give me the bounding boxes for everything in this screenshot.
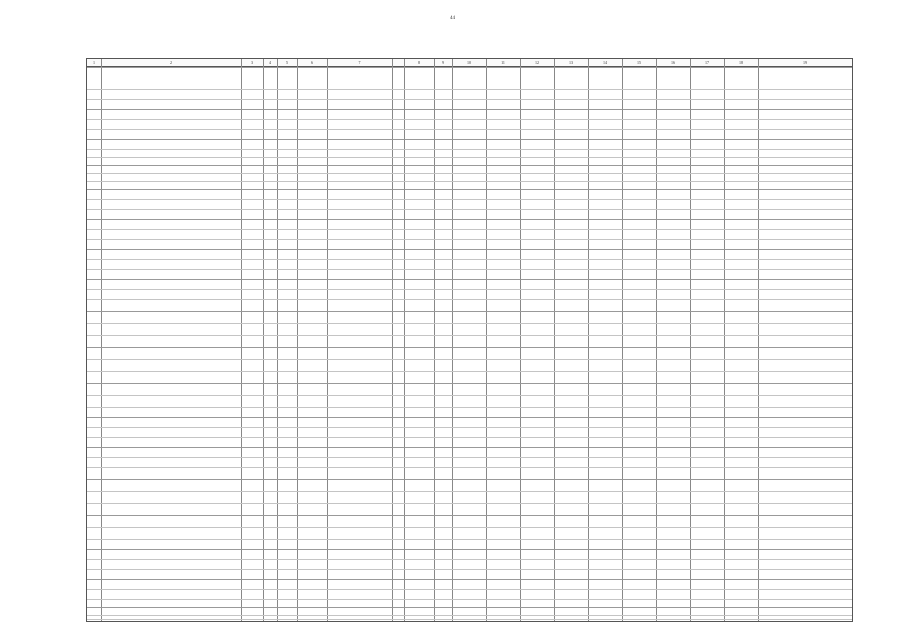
table-row <box>87 239 852 240</box>
table-row <box>87 383 852 384</box>
column-number: 5 <box>286 60 288 65</box>
table-row <box>87 99 852 100</box>
column-divider <box>554 59 555 621</box>
column-divider <box>263 59 264 621</box>
table-row <box>87 219 852 220</box>
table-row <box>87 539 852 540</box>
column-number: 7 <box>358 60 361 65</box>
table-row <box>87 359 852 360</box>
table-row <box>87 427 852 428</box>
table-row <box>87 89 852 90</box>
table-row <box>87 347 852 348</box>
table-row <box>87 199 852 200</box>
table-row <box>87 323 852 324</box>
column-divider <box>404 59 405 621</box>
column-divider <box>277 59 278 621</box>
table-row <box>87 467 852 468</box>
table-row <box>87 119 852 120</box>
column-number: 4 <box>269 60 271 65</box>
table-row <box>87 335 852 336</box>
table-row <box>87 289 852 290</box>
page-number: 44 <box>450 16 455 21</box>
column-divider <box>724 59 725 621</box>
column-number: 13 <box>569 60 573 65</box>
table-row <box>87 549 852 550</box>
table-row <box>87 165 852 166</box>
column-divider <box>486 59 487 621</box>
column-number: 17 <box>705 60 709 65</box>
column-divider <box>690 59 691 621</box>
table-row <box>87 479 852 480</box>
table-row <box>87 569 852 570</box>
table-row <box>87 173 852 174</box>
table-row <box>87 299 852 300</box>
table-row <box>87 259 852 260</box>
column-divider <box>656 59 657 621</box>
table-row <box>87 457 852 458</box>
table-row <box>87 209 852 210</box>
table-row <box>87 189 852 190</box>
table-row <box>87 407 852 408</box>
column-divider <box>297 59 298 621</box>
table-row <box>87 181 852 182</box>
table-row <box>87 589 852 590</box>
table-row <box>87 249 852 250</box>
table-row <box>87 619 852 620</box>
column-number: 6 <box>311 60 313 65</box>
table-row <box>87 447 852 448</box>
table-row <box>87 139 852 140</box>
column-number: 1 <box>93 60 95 65</box>
table-row <box>87 437 852 438</box>
column-divider <box>520 59 521 621</box>
table-row <box>87 559 852 560</box>
table-row <box>87 615 852 616</box>
table-row <box>87 269 852 270</box>
column-divider <box>434 59 435 621</box>
column-number: 19 <box>803 60 807 65</box>
table-row <box>87 527 852 528</box>
column-divider <box>452 59 453 621</box>
table-row <box>87 417 852 418</box>
table-column-numbers <box>87 59 852 67</box>
column-divider <box>101 59 102 621</box>
column-number: 16 <box>671 60 675 65</box>
table-row <box>87 129 852 130</box>
table-row <box>87 67 852 68</box>
column-number: 12 <box>535 60 539 65</box>
column-number: 14 <box>603 60 607 65</box>
column-divider <box>327 59 328 621</box>
column-number: 3 <box>251 60 253 65</box>
table-row <box>87 371 852 372</box>
column-number: 10 <box>467 60 471 65</box>
column-divider <box>622 59 623 621</box>
table-row <box>87 607 852 608</box>
column-divider <box>758 59 759 621</box>
table-row <box>87 109 852 110</box>
column-divider <box>588 59 589 621</box>
table-row <box>87 279 852 280</box>
table-row <box>87 503 852 504</box>
column-number: 11 <box>501 60 505 65</box>
table-row <box>87 491 852 492</box>
column-divider <box>241 59 242 621</box>
table-row <box>87 599 852 600</box>
column-number: 15 <box>637 60 641 65</box>
table-row <box>87 157 852 158</box>
column-number: 8 <box>418 60 420 65</box>
column-number: 18 <box>739 60 743 65</box>
table-row <box>87 149 852 150</box>
column-divider <box>392 59 393 621</box>
budget-table <box>86 58 853 622</box>
table-row <box>87 311 852 312</box>
table-row <box>87 229 852 230</box>
column-number: 2 <box>170 60 172 65</box>
table-row <box>87 515 852 516</box>
column-number: 9 <box>442 60 444 65</box>
table-row <box>87 395 852 396</box>
table-row <box>87 579 852 580</box>
